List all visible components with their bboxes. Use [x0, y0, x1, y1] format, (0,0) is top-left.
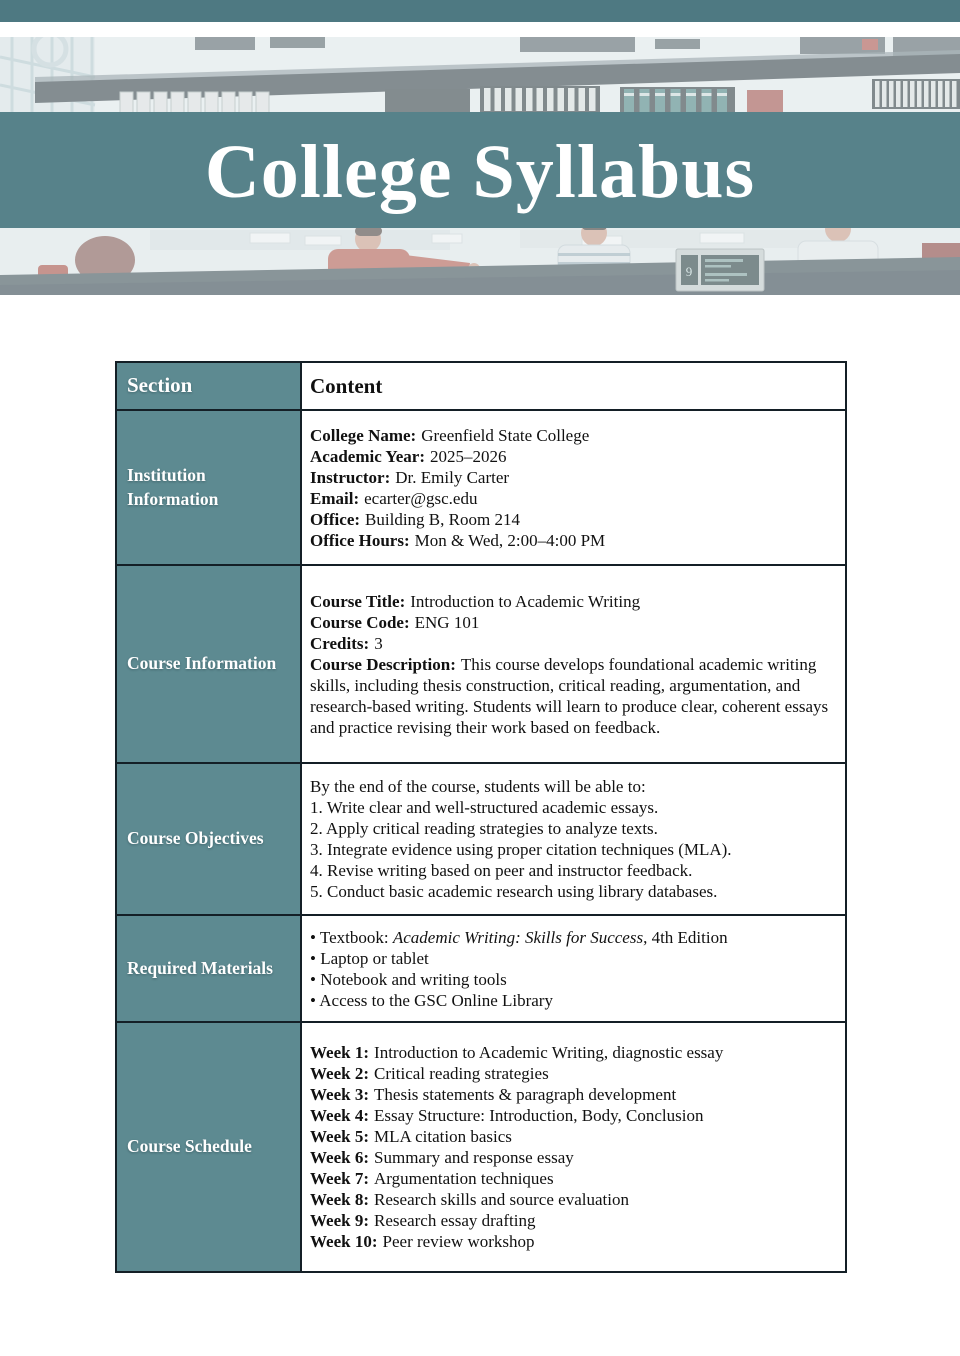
content-line: • Laptop or tablet [310, 948, 429, 968]
materials-content [301, 915, 846, 1022]
table-row [116, 1022, 846, 1272]
objectives-content [301, 763, 846, 915]
title-band [0, 112, 960, 228]
schedule-content [301, 1022, 846, 1272]
institution-content [301, 410, 846, 565]
table-row [116, 763, 846, 915]
course-info-content [301, 565, 846, 763]
page-title: College Syllabus [204, 130, 756, 214]
content-line: 4. Revise writing based on peer and instructor feedback. [310, 861, 693, 880]
content-line: 1. Write clear and well-structured academic essays. [310, 798, 659, 817]
syllabus-table [115, 361, 847, 1273]
content-line: Academic Year: 2025–2026 [310, 446, 507, 466]
content-line: 3. Integrate evidence using proper citation techniques (MLA). [310, 840, 732, 859]
content-line: 5. Conduct basic academic research using library databases. [310, 882, 718, 901]
content-line: Week 1: Introduction to Academic Writing, diagnostic essay [310, 1043, 724, 1062]
content-line: • Notebook and writing tools [310, 969, 507, 989]
content-line: Course Code: ENG 101 [310, 612, 480, 632]
column-header-content: Content [301, 362, 846, 410]
content-line: Week 6: Summary and response essay [310, 1148, 574, 1167]
table-row [116, 565, 846, 763]
table-row [116, 915, 846, 1022]
header-teal-strip [0, 0, 960, 22]
table-row [116, 410, 846, 565]
content-line: Week 9: Research essay drafting [310, 1211, 536, 1230]
content-line: Week 3: Thesis statements & paragraph development [310, 1085, 677, 1104]
content-line: Email: ecarter@gsc.edu [310, 488, 478, 508]
content-line: • Access to the GSC Online Library [310, 990, 553, 1010]
section-label-objectives: Course Objectives [116, 763, 301, 915]
shelf-number: 9 [685, 264, 693, 279]
section-label-schedule: Course Schedule [116, 1022, 301, 1272]
column-header-section: Section [116, 362, 301, 410]
content-line: College Name: Greenfield State College [310, 425, 590, 445]
content-line: Course Title: Introduction to Academic Writing [310, 591, 641, 611]
content-line: Instructor: Dr. Emily Carter [310, 467, 510, 487]
table-header-row [116, 362, 846, 410]
section-label-institution: Institution Information [116, 410, 301, 565]
section-label-materials: Required Materials [116, 915, 301, 1022]
content-line: Office: Building B, Room 214 [310, 509, 520, 529]
content-line: • Textbook: Academic Writing: Skills for Success, 4th Edition [310, 927, 728, 947]
content-line: Week 5: MLA citation basics [310, 1127, 512, 1146]
content-line: 2. Apply critical reading strategies to analyze texts. [310, 819, 658, 838]
section-label-course-info: Course Information [116, 565, 301, 763]
content-line: Course Description: This course develops foundational academic writing skills, including thesis construction, critical reading, argumentation, and research-based writing. Students will learn to produce clear, coherent essays and practice revising their work based on feedback. [310, 654, 829, 737]
content-line: Credits: 3 [310, 633, 383, 653]
content-line: Office Hours: Mon & Wed, 2:00–4:00 PM [310, 530, 606, 550]
content-line: Week 8: Research skills and source evaluation [310, 1190, 629, 1209]
content-line: By the end of the course, students will be able to: [310, 777, 646, 796]
content-line: Week 10: Peer review workshop [310, 1232, 535, 1251]
content-line: Week 7: Argumentation techniques [310, 1169, 554, 1188]
content-line: Week 4: Essay Structure: Introduction, Body, Conclusion [310, 1106, 704, 1125]
content-line: Week 2: Critical reading strategies [310, 1064, 549, 1083]
